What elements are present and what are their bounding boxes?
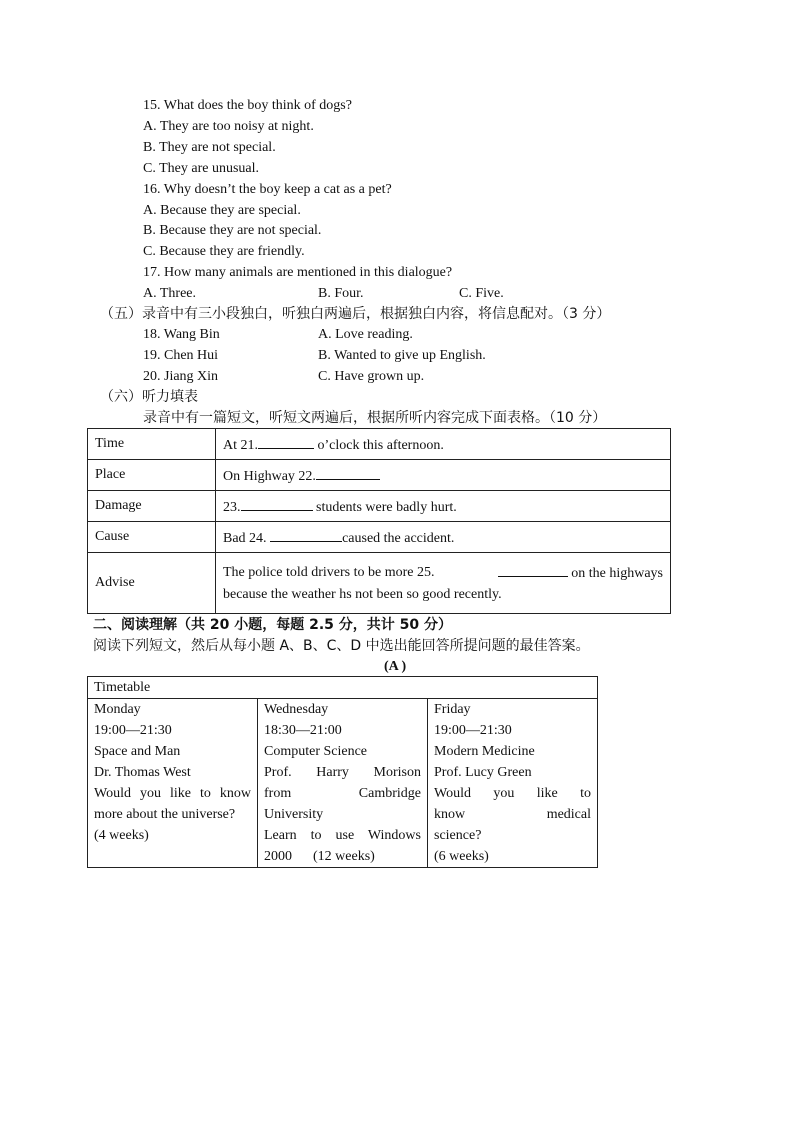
match-row-20-left: 20. Jiang Xin	[143, 369, 219, 384]
question-17-option-a: A. Three.	[143, 286, 196, 301]
row-label-advise: Advise	[88, 553, 216, 614]
table-row	[88, 553, 671, 614]
match-row-19-left: 19. Chen Hui	[143, 348, 219, 363]
answer-blank-24[interactable]	[270, 527, 342, 542]
section-5-heading: （五）录音中有三小段独白，听独白两遍后，根据独白内容，将信息配对。（3 分）	[100, 306, 611, 322]
table-row	[88, 429, 671, 460]
listening-fill-table	[87, 428, 671, 614]
row-value-damage: 23. students were badly hurt.	[216, 491, 671, 522]
answer-blank-21[interactable]	[258, 434, 314, 449]
row-value-cause: Bad 24. caused the accident.	[216, 522, 671, 553]
timetable-monday: Monday 19:00—21:30 Space and Man Dr. Thomas West Would you like to know more about the universe? (4 weeks)	[88, 699, 258, 868]
row-value-place: On Highway 22.	[216, 460, 671, 491]
row-label-time: Time	[88, 429, 216, 460]
reading-section-heading: 二、阅读理解（共 20 小题，每题 2.5 分，共计 50 分）	[93, 617, 453, 633]
section-6-heading: （六）听力填表	[100, 389, 198, 405]
timetable-wednesday: Wednesday 18:30—21:00 Computer Science Prof. Harry Morison from Cambridge University Learn to use Windows 2000 (12 weeks)	[258, 699, 428, 868]
row-value-advise: The police told drivers to be more 25. on the highways because the weather hs not been so good recently.	[216, 553, 671, 614]
answer-blank-25[interactable]	[498, 562, 568, 577]
match-row-18-right: A. Love reading.	[318, 327, 413, 342]
match-row-19-right: B. Wanted to give up English.	[318, 348, 486, 363]
question-15-option-b: B. They are not special.	[143, 140, 276, 155]
match-row-18-left: 18. Wang Bin	[143, 327, 220, 342]
answer-blank-22[interactable]	[316, 465, 380, 480]
row-label-damage: Damage	[88, 491, 216, 522]
advise-line-2: because the weather hs not been so good recently.	[223, 586, 502, 602]
table-row	[88, 522, 671, 553]
row-label-place: Place	[88, 460, 216, 491]
question-16-option-a: A. Because they are special.	[143, 203, 301, 218]
question-17-option-b: B. Four.	[318, 286, 364, 301]
answer-blank-23[interactable]	[241, 496, 313, 511]
timetable-title: Timetable	[88, 677, 598, 699]
question-15-option-c: C. They are unusual.	[143, 161, 259, 176]
row-label-cause: Cause	[88, 522, 216, 553]
row-value-time: At 21. o’clock this afternoon.	[216, 429, 671, 460]
question-15-stem: 15. What does the boy think of dogs?	[143, 98, 352, 113]
passage-label: (A )	[384, 659, 407, 674]
question-16-option-c: C. Because they are friendly.	[143, 244, 305, 259]
question-17-option-c: C. Five.	[459, 286, 504, 301]
section-6-instruction: 录音中有一篇短文，听短文两遍后，根据所听内容完成下面表格。（10 分）	[143, 410, 607, 426]
question-15-option-a: A. They are too noisy at night.	[143, 119, 314, 134]
reading-section-instruction: 阅读下列短文，然后从每小题 A、B、C、D 中选出能回答所提问题的最佳答案。	[93, 638, 590, 654]
timetable	[87, 676, 598, 868]
timetable-friday: Friday 19:00—21:30 Modern Medicine Prof. Lucy Green Would you like to know medical science? (6 weeks)	[428, 699, 598, 868]
table-row	[88, 491, 671, 522]
question-17-stem: 17. How many animals are mentioned in this dialogue?	[143, 265, 453, 280]
table-row	[88, 460, 671, 491]
question-16-option-b: B. Because they are not special.	[143, 223, 322, 238]
question-16-stem: 16. Why doesn’t the boy keep a cat as a pet?	[143, 182, 392, 197]
match-row-20-right: C. Have grown up.	[318, 369, 425, 384]
